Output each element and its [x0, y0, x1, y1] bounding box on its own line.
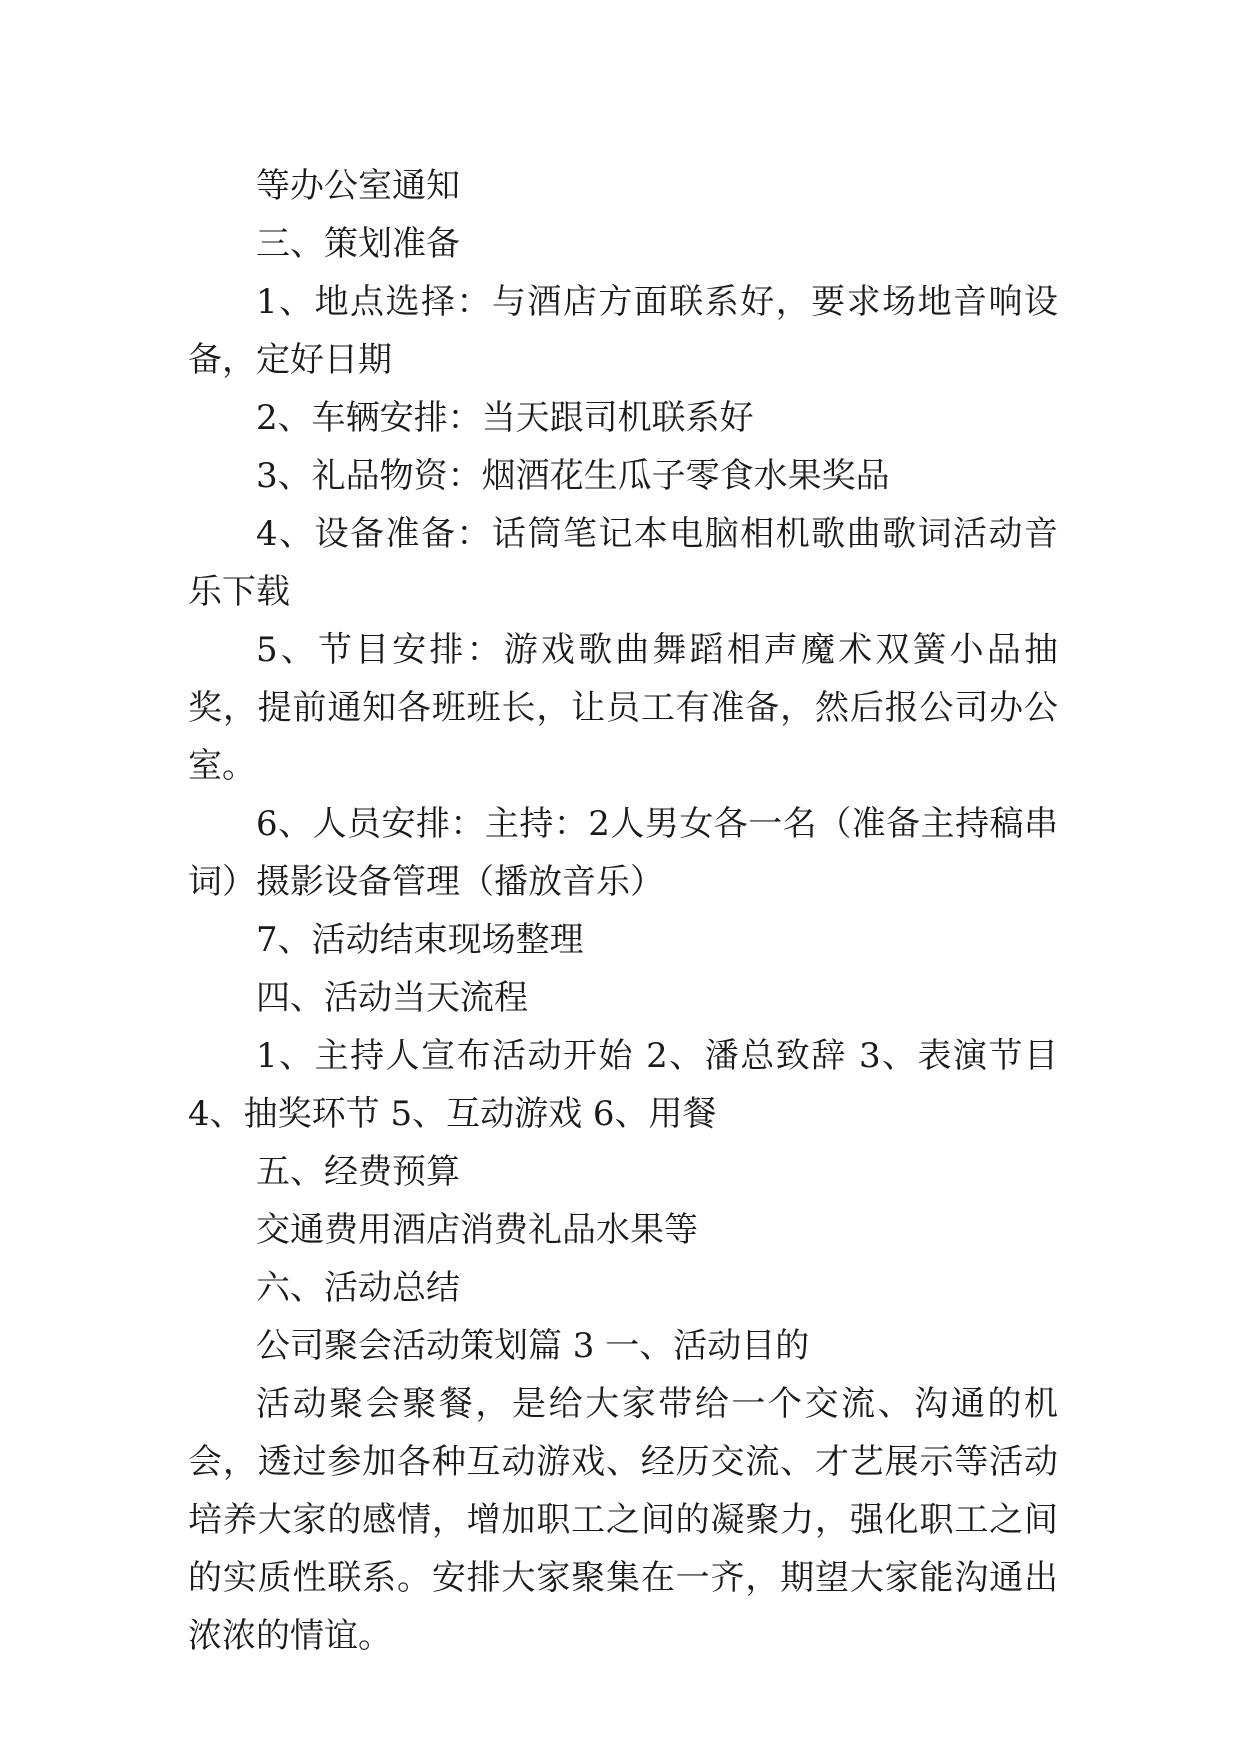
- paragraph-site-cleanup: 7、活动结束现场整理: [256, 920, 584, 960]
- document-body: [188, 157, 1058, 1665]
- paragraph-gift-supplies: 3、礼品物资：烟酒花生瓜子零食水果奖品: [256, 456, 890, 496]
- heading-event-summary: 六、活动总结: [256, 1268, 460, 1308]
- paragraph-staff-arrangement: 6、人员安排：主持：2人男女各一名（准备主持稿串词）摄影设备管理（播放音乐）: [188, 804, 1058, 902]
- paragraph-event-purpose: 活动聚会聚餐，是给大家带给一个交流、沟通的机会，透过参加各种互动游戏、经历交流、才艺展示等活动培养大家的感情，增加职工之间的凝聚力，强化职工之间的实质性联系。安排大家聚集在一齐，期望大家能沟通出浓浓的情谊。: [188, 1384, 1058, 1656]
- heading-event-day-process: 四、活动当天流程: [256, 978, 528, 1018]
- paragraph-vehicle-arrangement: 2、车辆安排：当天跟司机联系好: [256, 398, 754, 438]
- heading-plan-3-purpose: 公司聚会活动策划篇 3 一、活动目的: [256, 1326, 810, 1366]
- paragraph-venue-selection: 1、地点选择：与酒店方面联系好，要求场地音响设备，定好日期: [188, 282, 1058, 380]
- heading-planning-preparation: 三、策划准备: [256, 224, 460, 264]
- paragraph-office-notice: 等办公室通知: [256, 166, 460, 206]
- paragraph-budget-items: 交通费用酒店消费礼品水果等: [256, 1210, 698, 1250]
- paragraph-process-steps: 1、主持人宣布活动开始 2、潘总致辞 3、表演节目 4、抽奖环节 5、互动游戏 6、用餐: [188, 1036, 1058, 1134]
- paragraph-equipment-preparation: 4、设备准备：话筒笔记本电脑相机歌曲歌词活动音乐下载: [188, 514, 1058, 612]
- heading-budget: 五、经费预算: [256, 1152, 460, 1192]
- paragraph-program-arrangement: 5、节目安排：游戏歌曲舞蹈相声魔术双簧小品抽奖，提前通知各班班长，让员工有准备，然后报公司办公室。: [188, 630, 1058, 786]
